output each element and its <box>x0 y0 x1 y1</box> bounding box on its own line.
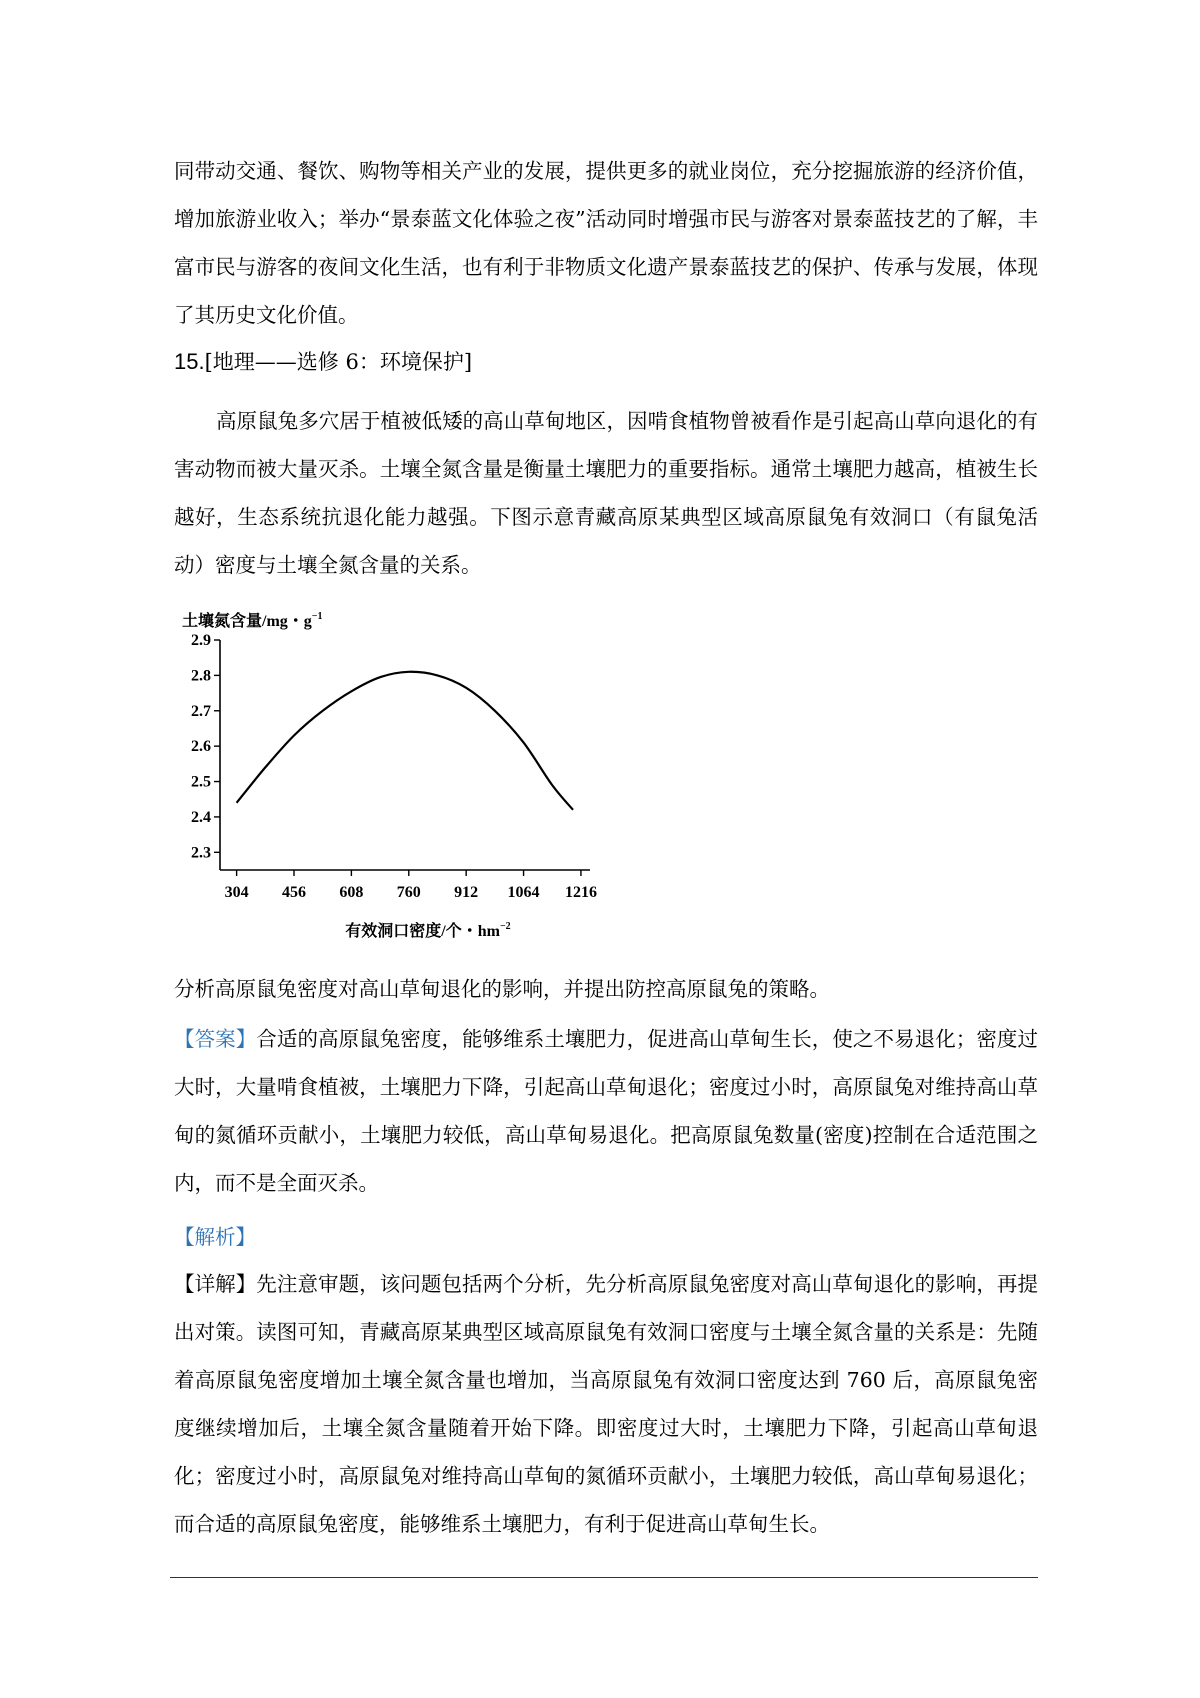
detail-tag: 【详解】 <box>174 1272 257 1296</box>
y-tick-label: 2.6 <box>191 738 211 756</box>
analysis-tag: 【解析】 <box>174 1225 256 1249</box>
answer-paragraph <box>174 1015 1038 1207</box>
answer-text: 合适的高原鼠兔密度，能够维系土壤肥力，促进高山草甸生长，使之不易退化；密度过大时，大量啃食植被，土壤肥力下降，引起高山草甸退化；密度过小时，高原鼠兔对维持高山草甸的氮循环贡献小，土壤肥力较低，高山草甸易退化。把高原鼠兔数量(密度)控制在合适范围之内，而不是全面灭杀。 <box>174 1027 1039 1195</box>
chart-svg <box>180 598 600 950</box>
x-axis-label-sup: −2 <box>499 921 511 932</box>
x-tick-label: 1064 <box>507 884 540 901</box>
y-tick-label: 2.4 <box>191 808 211 826</box>
x-tick-label: 760 <box>396 884 421 901</box>
x-tick-label: 912 <box>454 884 479 901</box>
answer-tag: 【答案】 <box>174 1027 257 1051</box>
x-axis-label <box>345 921 510 940</box>
x-tick-label: 608 <box>339 884 364 901</box>
y-tick-label: 2.7 <box>191 702 211 720</box>
nitrogen-curve <box>237 672 573 810</box>
y-tick-label: 2.8 <box>191 667 211 685</box>
detail-text: 先注意审题，该问题包括两个分析，先分析高原鼠兔密度对高山草甸退化的影响，再提出对策。读图可知，青藏高原某典型区域高原鼠兔有效洞口密度与土壤全氮含量的关系是：先随着高原鼠兔密度增加土壤全氮含量也增加，当高原鼠兔有效洞口密度达到 760 后，高原鼠兔密度继续增加后，土壤全氮含量随着开始下降。即密度过大时，土壤肥力下降，引起高山草甸退化；密度过小时，高原鼠兔对维持高山草甸的氮循环贡献小，土壤肥力较低，高山草甸易退化；而合适的高原鼠兔密度，能够维系土壤肥力，有利于促进高山草甸生长。 <box>174 1272 1039 1536</box>
previous-answer-paragraph: 同带动交通、餐饮、购物等相关产业的发展，提供更多的就业岗位，充分挖掘旅游的经济价值，增加旅游业收入；举办“景泰蓝文化体验之夜”活动同时增强市民与游客对景泰蓝技艺的了解，丰富市民与游客的夜间文化生活，也有利于非物质文化遗产景泰蓝技艺的保护、传承与发展，体现了其历史文化价值。 <box>174 159 1038 327</box>
question-stem: 高原鼠兔多穴居于植被低矮的高山草甸地区，因啃食植物曾被看作是引起高山草向退化的有害动物而被大量灭杀。土壤全氮含量是衡量土壤肥力的重要指标。通常土壤肥力越高，植被生长越好，生态系统抗退化能力越强。下图示意青藏高原某典型区域高原鼠兔有效洞口（有鼠兔活动）密度与土壤全氮含量的关系。 <box>174 409 1038 577</box>
question-heading <box>174 342 472 382</box>
x-axis <box>220 870 597 901</box>
y-tick-label: 2.5 <box>191 773 211 791</box>
y-tick-label: 2.3 <box>191 844 211 862</box>
y-tick-label: 2.9 <box>191 632 211 649</box>
question-task: 分析高原鼠兔密度对高山草甸退化的影响，并提出防控高原鼠兔的策略。 <box>174 977 830 1001</box>
x-tick-label: 304 <box>224 884 249 901</box>
detail-paragraph <box>174 1260 1038 1548</box>
y-axis-label-sup: −1 <box>311 611 323 622</box>
footer-divider <box>170 1577 1038 1578</box>
y-axis <box>191 632 220 870</box>
y-axis-label <box>182 611 322 630</box>
nitrogen-density-chart <box>180 598 600 950</box>
x-tick-label: 1216 <box>564 884 597 901</box>
question-number: 15. <box>174 349 205 374</box>
x-tick-label: 456 <box>282 884 306 901</box>
question-title: [地理——选修 6：环境保护] <box>204 350 473 374</box>
x-axis-label-main: 有效洞口密度/个・hm <box>345 923 500 940</box>
y-axis-label-main: 土壤氮含量/mg・g <box>182 613 312 630</box>
